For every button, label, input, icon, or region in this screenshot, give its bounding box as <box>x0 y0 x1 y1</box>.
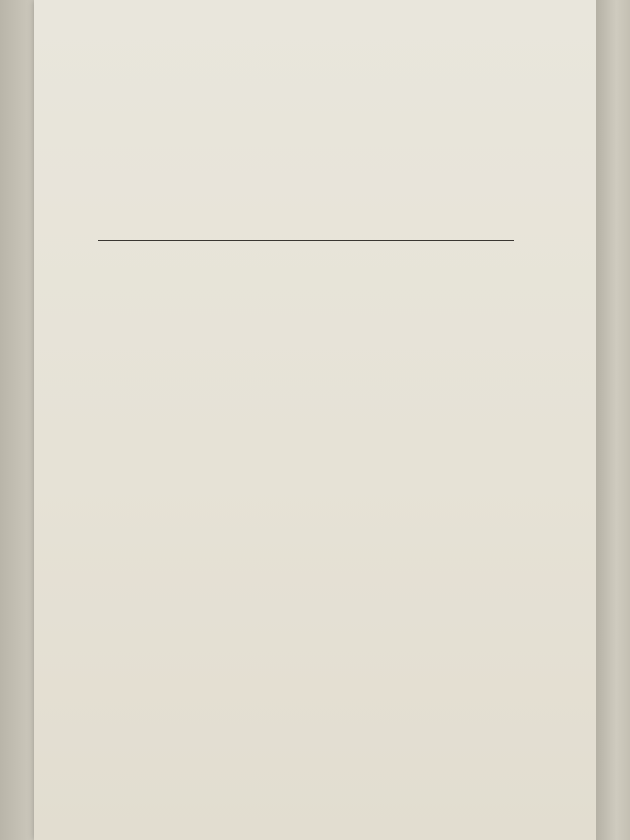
page-edge-shadow <box>596 0 630 840</box>
header-rule <box>98 240 514 241</box>
page-left-shadow <box>0 0 34 840</box>
book-page <box>34 0 596 840</box>
